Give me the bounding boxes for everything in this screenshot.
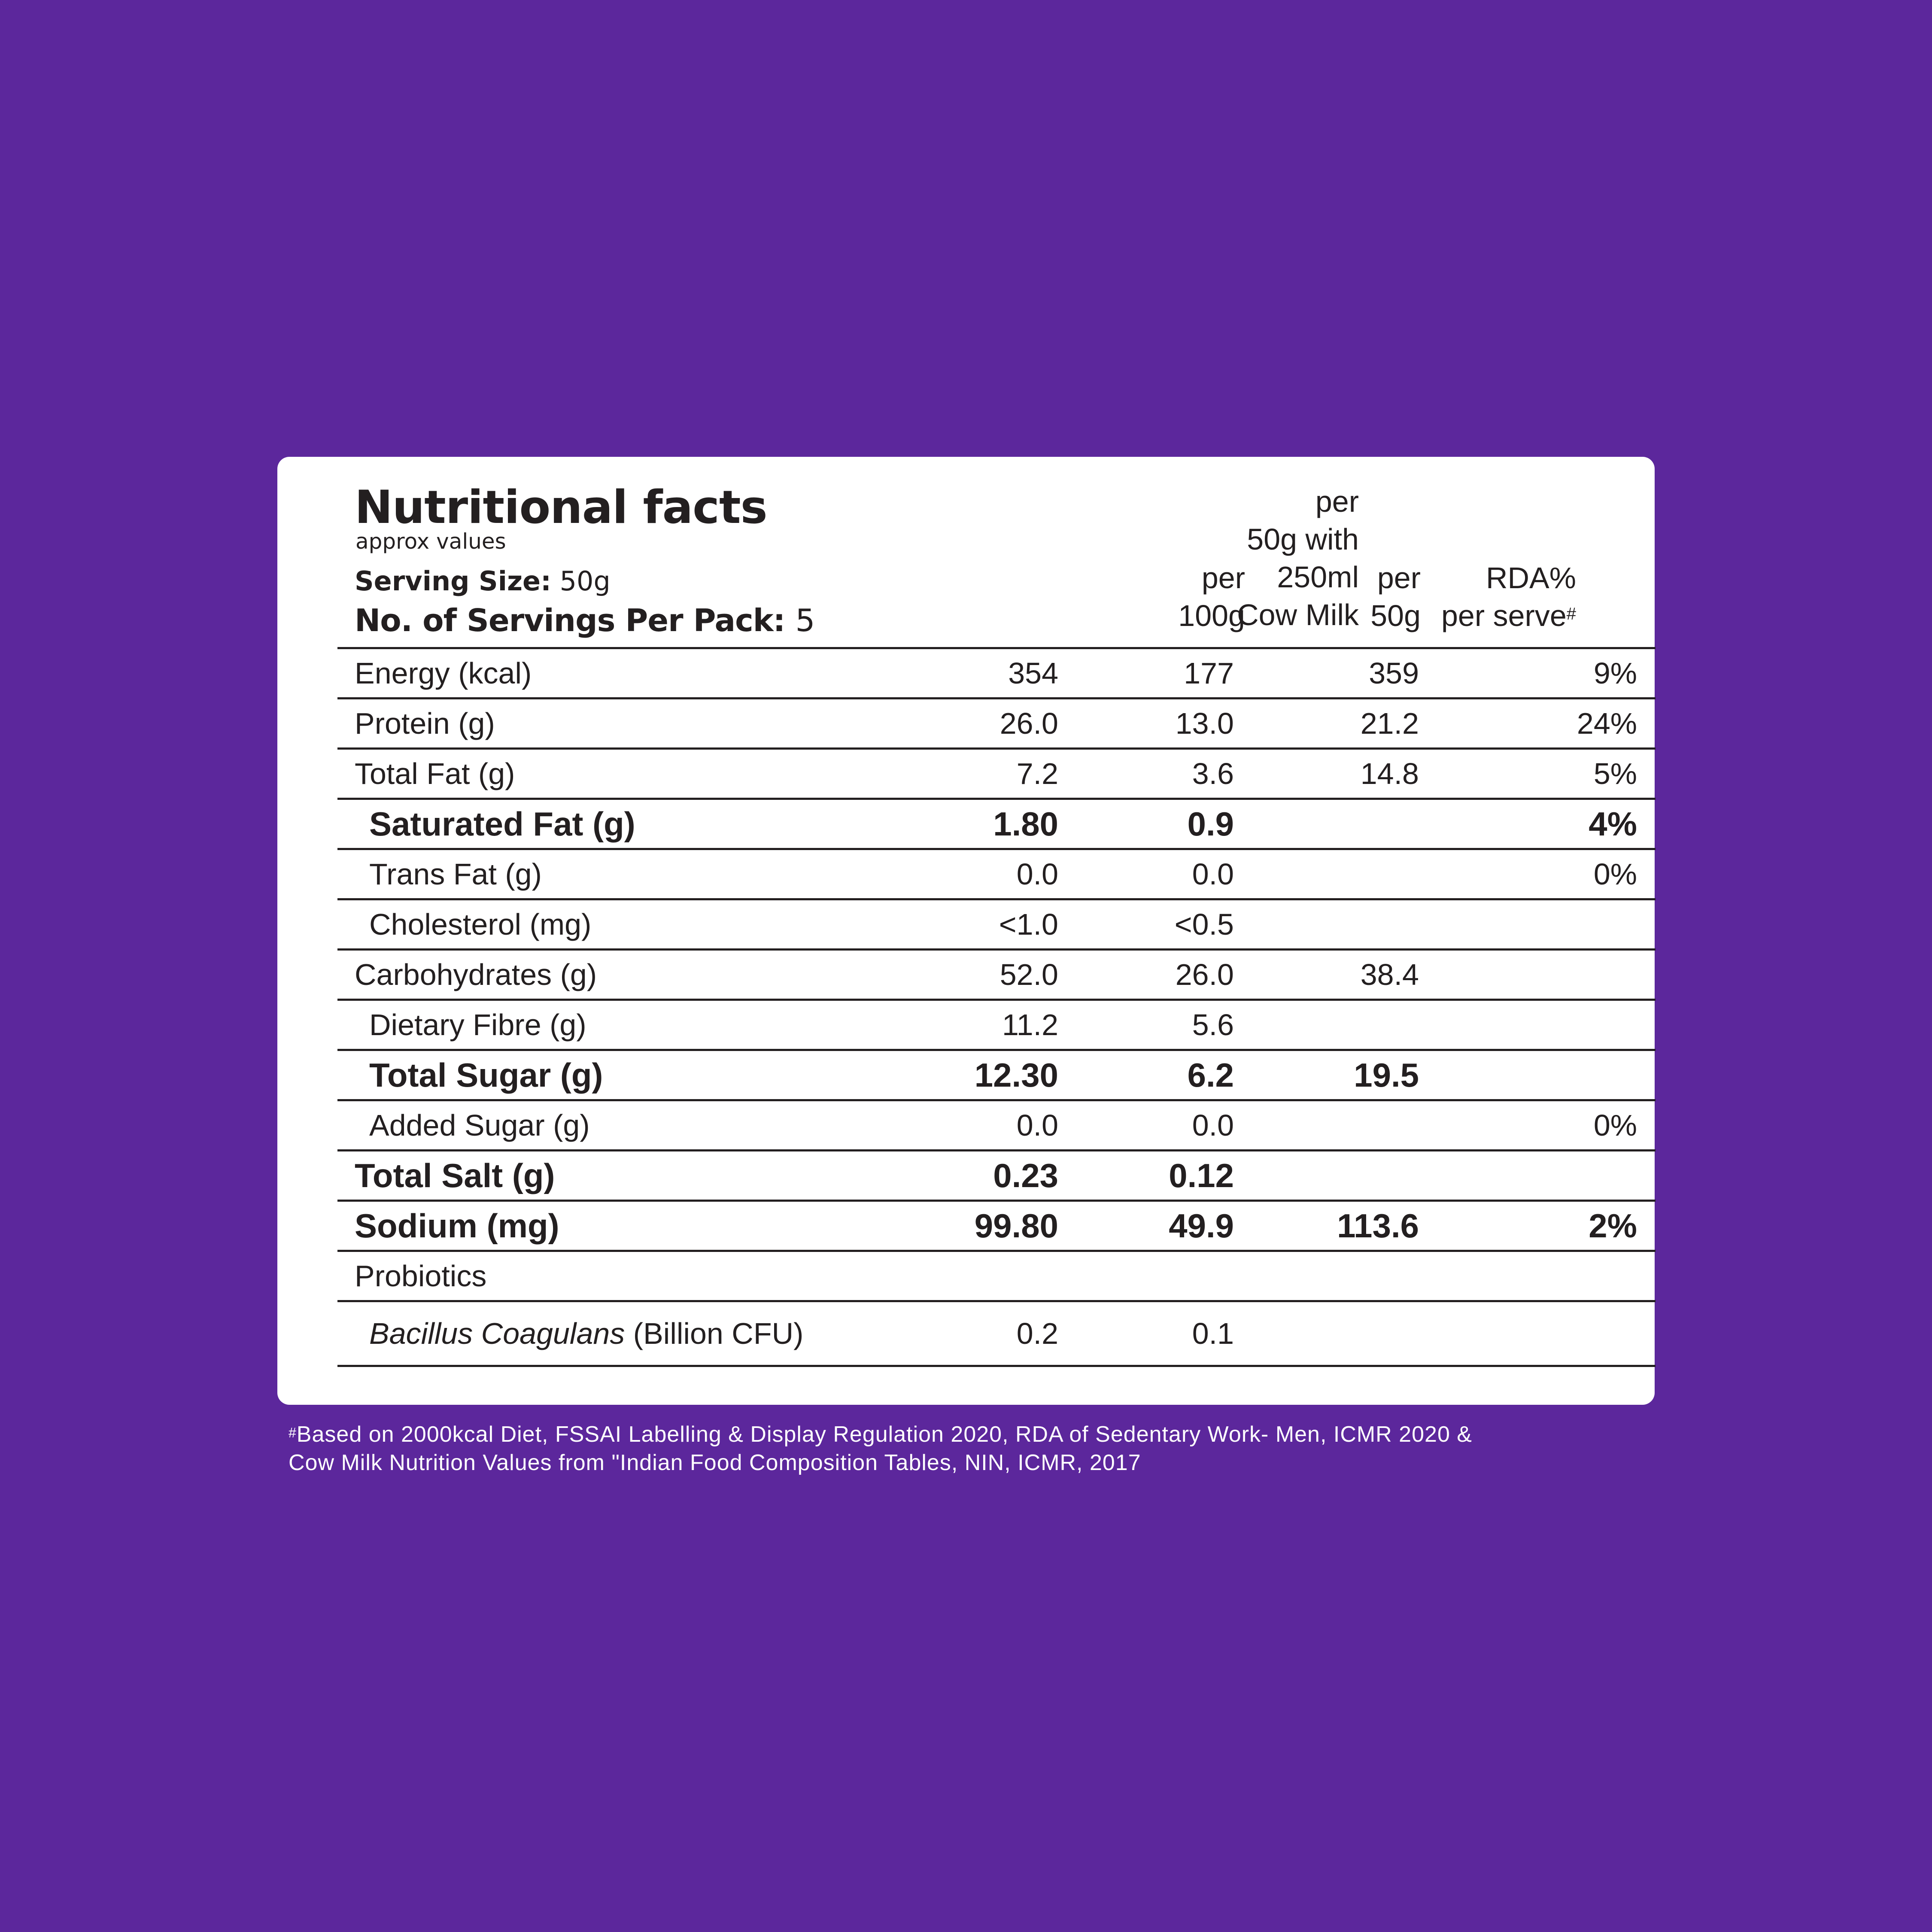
- value-per-50g: 5.6: [1192, 1008, 1234, 1042]
- value-per-100g: 0.23: [993, 1156, 1058, 1194]
- table-row: [337, 699, 1656, 750]
- nutrition-table: [337, 647, 1656, 1367]
- table-row: [337, 1051, 1656, 1101]
- column-header-line: 50g: [1370, 599, 1421, 632]
- serving-size: [355, 565, 611, 597]
- label-title: Nutritional facts: [355, 481, 767, 534]
- nutrient-name: Carbohydrates (g): [355, 958, 597, 991]
- footnote-marker: #: [289, 1425, 297, 1440]
- servings-per-pack-value: 5: [795, 602, 815, 638]
- nutrient-name: [369, 1302, 803, 1365]
- column-header-line: 50g with: [1247, 522, 1359, 556]
- value-per-50g: 0.0: [1192, 857, 1234, 891]
- nutrition-card: [277, 457, 1655, 1405]
- value-per-100g: 354: [1008, 656, 1058, 690]
- footnote-text: Based on 2000kcal Diet, FSSAI Labelling & Display Regulation 2020, RDA of Sedentary Work- Men, ICMR 2020 &: [296, 1422, 1472, 1447]
- table-row: [337, 649, 1656, 699]
- column-header-line: 250ml: [1277, 560, 1359, 594]
- value-with-milk: 14.8: [1360, 757, 1419, 790]
- value-per-100g: 0.0: [1016, 857, 1058, 891]
- column-header-line: Cow Milk: [1237, 598, 1359, 632]
- footnote-marker: #: [1566, 605, 1576, 623]
- value-per-50g: 0.0: [1192, 1109, 1234, 1142]
- nutrient-name: Dietary Fibre (g): [369, 1008, 586, 1042]
- value-rda: 0%: [1593, 1109, 1637, 1142]
- servings-per-pack: [355, 602, 815, 638]
- value-per-50g: 3.6: [1192, 757, 1234, 790]
- value-per-50g: 6.2: [1187, 1056, 1234, 1094]
- value-per-100g: 0.0: [1016, 1109, 1058, 1142]
- nutrient-name-unit: (Billion CFU): [625, 1317, 804, 1350]
- value-per-100g: <1.0: [999, 908, 1058, 941]
- value-per-100g: 12.30: [974, 1056, 1058, 1094]
- column-header-line: per: [1315, 485, 1359, 518]
- value-per-100g: 0.2: [1016, 1317, 1058, 1350]
- nutrient-name: Energy (kcal): [355, 656, 532, 690]
- value-with-milk: 38.4: [1360, 958, 1419, 991]
- footnote: [289, 1420, 1662, 1477]
- column-header-line: per: [1377, 561, 1421, 595]
- footnote-line: Cow Milk Nutrition Values from "Indian Food Composition Tables, NIN, ICMR, 2017: [289, 1450, 1141, 1475]
- value-per-50g: 0.1: [1192, 1317, 1234, 1350]
- nutrient-name: Total Fat (g): [355, 757, 515, 790]
- label-subtitle: approx values: [355, 529, 506, 554]
- column-header-rda: [1404, 559, 1576, 635]
- column-header-line: 100g: [1178, 599, 1245, 632]
- nutrient-name: Total Sugar (g): [369, 1056, 603, 1094]
- table-row: [337, 951, 1656, 1001]
- table-row: [337, 800, 1656, 850]
- nutrient-name: Sodium (mg): [355, 1206, 559, 1245]
- nutrient-name: Protein (g): [355, 707, 495, 740]
- table-row: [337, 900, 1656, 951]
- value-rda: 0%: [1593, 857, 1637, 891]
- nutrient-name-italic: Bacillus Coagulans: [369, 1317, 625, 1350]
- value-per-50g: <0.5: [1174, 908, 1234, 941]
- table-row: [337, 850, 1656, 900]
- column-header-line: RDA%: [1485, 561, 1576, 595]
- table-row: [337, 1202, 1656, 1252]
- value-with-milk: 19.5: [1354, 1056, 1419, 1094]
- value-with-milk: 359: [1369, 656, 1419, 690]
- value-per-100g: 52.0: [999, 958, 1058, 991]
- value-per-100g: 99.80: [974, 1206, 1058, 1245]
- value-per-50g: 13.0: [1175, 707, 1234, 740]
- serving-size-value: 50g: [559, 565, 611, 597]
- table-row: [337, 1101, 1656, 1151]
- table-row: [337, 1302, 1656, 1367]
- table-row: [337, 750, 1656, 800]
- value-per-50g: 26.0: [1175, 958, 1234, 991]
- value-per-50g: 0.9: [1187, 805, 1234, 843]
- value-rda: 4%: [1589, 805, 1637, 843]
- value-rda: 5%: [1593, 757, 1637, 790]
- value-per-100g: 1.80: [993, 805, 1058, 843]
- value-per-100g: 7.2: [1016, 757, 1058, 790]
- value-rda: 24%: [1577, 707, 1637, 740]
- table-row: [337, 1151, 1656, 1202]
- nutrient-name: Saturated Fat (g): [369, 805, 635, 843]
- value-with-milk: 113.6: [1337, 1206, 1419, 1245]
- column-header-line: [1404, 597, 1576, 635]
- nutrient-name: Cholesterol (mg): [369, 908, 592, 941]
- value-per-50g: 0.12: [1169, 1156, 1234, 1194]
- column-header-text: per serve: [1441, 599, 1567, 632]
- value-per-50g: 49.9: [1169, 1206, 1234, 1245]
- value-per-100g: 26.0: [999, 707, 1058, 740]
- nutrient-name: Probiotics: [355, 1259, 487, 1293]
- column-header-with-milk: [1187, 483, 1359, 634]
- value-with-milk: 21.2: [1360, 707, 1419, 740]
- nutrient-name: Trans Fat (g): [369, 857, 542, 891]
- value-per-50g: 177: [1184, 656, 1234, 690]
- table-row: [337, 1001, 1656, 1051]
- nutrient-name: Added Sugar (g): [369, 1109, 590, 1142]
- table-row: [337, 1252, 1656, 1302]
- column-header-line: per: [1201, 561, 1245, 595]
- footnote-line: [289, 1420, 1662, 1449]
- servings-per-pack-label: No. of Servings Per Pack:: [355, 602, 785, 638]
- serving-size-label: Serving Size:: [355, 565, 551, 597]
- value-rda: 9%: [1593, 656, 1637, 690]
- value-rda: 2%: [1589, 1206, 1637, 1245]
- value-per-100g: 11.2: [1002, 1008, 1058, 1042]
- nutrient-name: Total Salt (g): [355, 1156, 555, 1194]
